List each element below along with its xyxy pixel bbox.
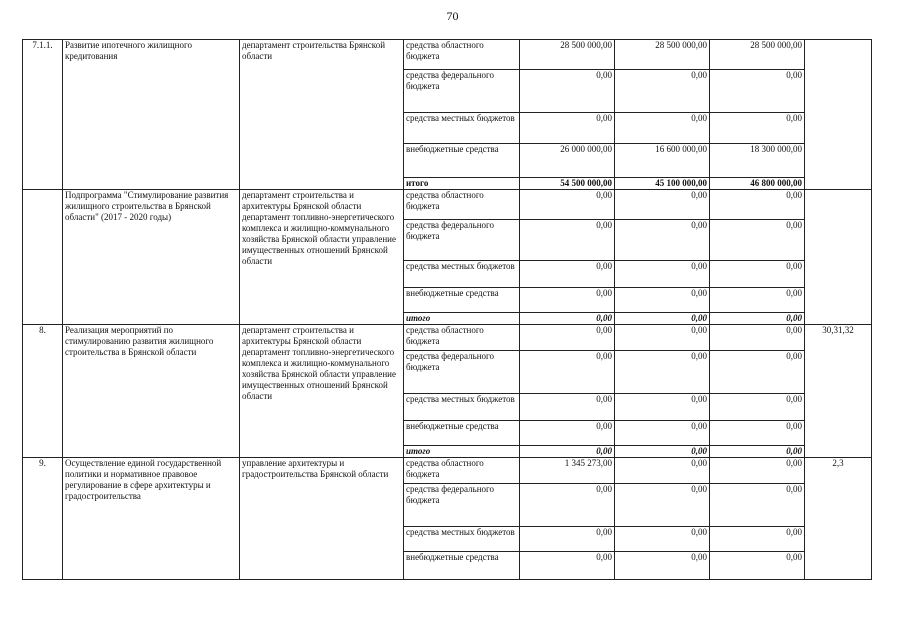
activity-name: Осуществление единой государственной политики и нормативное правовое регулирование в сфере архитектуры и градостроительства <box>63 458 240 580</box>
value-2017: 0,00 <box>520 261 615 288</box>
value-2018: 0,00 <box>615 421 710 446</box>
item-number: 7.1.1. <box>23 40 63 190</box>
value-2017: 1 345 273,00 <box>520 458 615 484</box>
value-2019: 0,00 <box>710 394 805 421</box>
value-2018: 45 100 000,00 <box>615 178 710 190</box>
funding-source: средства местных бюджетов <box>404 527 520 552</box>
executor: департамент строительства и архитектуры Брянской области департамент топливно-энергетического комплекса и жилищно-коммунального хозяйства Брянской области управление имущественных отношений Брянской области <box>240 325 404 458</box>
value-2017: 0,00 <box>520 190 615 220</box>
value-2019: 0,00 <box>710 421 805 446</box>
value-2017: 28 500 000,00 <box>520 40 615 70</box>
value-2019: 0,00 <box>710 552 805 580</box>
value-2017: 0,00 <box>520 394 615 421</box>
funding-source: внебюджетные средства <box>404 288 520 313</box>
value-2017: 0,00 <box>520 351 615 394</box>
value-2018: 0,00 <box>615 552 710 580</box>
value-2017: 0,00 <box>520 446 615 458</box>
value-2019: 0,00 <box>710 220 805 261</box>
value-2017: 54 500 000,00 <box>520 178 615 190</box>
item-number <box>23 190 63 325</box>
executor: департамент строительства и архитектуры Брянской области департамент топливно-энергетического комплекса и жилищно-коммунального хозяйства Брянской области управление имущественных отношений Брянской области <box>240 190 404 325</box>
executor: управление архитектуры и градостроительства Брянской области <box>240 458 404 580</box>
value-2017: 0,00 <box>520 325 615 351</box>
value-2018: 0,00 <box>615 288 710 313</box>
funding-source: средства федерального бюджета <box>404 70 520 113</box>
value-2019: 0,00 <box>710 288 805 313</box>
budget-table <box>22 39 872 580</box>
funding-source: средства федерального бюджета <box>404 484 520 527</box>
value-2018: 0,00 <box>615 527 710 552</box>
value-2019: 46 800 000,00 <box>710 178 805 190</box>
value-2017: 0,00 <box>520 113 615 144</box>
value-2019: 0,00 <box>710 261 805 288</box>
value-2017: 0,00 <box>520 313 615 325</box>
value-2018: 0,00 <box>615 351 710 394</box>
funding-source: средства областного бюджета <box>404 458 520 484</box>
value-2017: 0,00 <box>520 288 615 313</box>
activity-name: Развитие ипотечного жилищного кредитования <box>63 40 240 190</box>
indicator-refs <box>805 190 872 325</box>
value-2019: 0,00 <box>710 527 805 552</box>
value-2019: 18 300 000,00 <box>710 144 805 178</box>
indicator-refs <box>805 40 872 190</box>
value-2018: 0,00 <box>615 313 710 325</box>
value-2018: 0,00 <box>615 394 710 421</box>
value-2019: 0,00 <box>710 458 805 484</box>
funding-source: внебюджетные средства <box>404 552 520 580</box>
activity-name: Реализация мероприятий по стимулированию развития жилищного строительства в Брянской области <box>63 325 240 458</box>
value-2019: 0,00 <box>710 351 805 394</box>
value-2019: 0,00 <box>710 70 805 113</box>
funding-source: средства местных бюджетов <box>404 261 520 288</box>
value-2019: 0,00 <box>710 190 805 220</box>
funding-source: средства областного бюджета <box>404 190 520 220</box>
value-2018: 0,00 <box>615 325 710 351</box>
funding-source: средства областного бюджета <box>404 325 520 351</box>
value-2017: 0,00 <box>520 220 615 261</box>
funding-source: итого <box>404 178 520 190</box>
funding-source: средства федерального бюджета <box>404 351 520 394</box>
value-2019: 0,00 <box>710 313 805 325</box>
value-2017: 0,00 <box>520 527 615 552</box>
table-row <box>23 325 872 351</box>
value-2019: 28 500 000,00 <box>710 40 805 70</box>
value-2017: 0,00 <box>520 552 615 580</box>
value-2018: 0,00 <box>615 220 710 261</box>
value-2018: 0,00 <box>615 484 710 527</box>
value-2019: 0,00 <box>710 113 805 144</box>
value-2018: 0,00 <box>615 261 710 288</box>
activity-name: Подпрограмма "Стимулирование развития жилищного строительства в Брянской области" (2017 - 2020 годы) <box>63 190 240 325</box>
funding-source: средства местных бюджетов <box>404 394 520 421</box>
value-2019: 0,00 <box>710 446 805 458</box>
value-2019: 0,00 <box>710 325 805 351</box>
item-number: 9. <box>23 458 63 580</box>
executor: департамент строительства Брянской области <box>240 40 404 190</box>
value-2018: 0,00 <box>615 113 710 144</box>
value-2017: 0,00 <box>520 484 615 527</box>
indicator-refs: 2,3 <box>805 458 872 580</box>
funding-source: средства федерального бюджета <box>404 220 520 261</box>
value-2017: 0,00 <box>520 421 615 446</box>
funding-source: итого <box>404 313 520 325</box>
value-2019: 0,00 <box>710 484 805 527</box>
value-2018: 0,00 <box>615 446 710 458</box>
table-row <box>23 458 872 484</box>
table-row <box>23 40 872 70</box>
value-2017: 0,00 <box>520 70 615 113</box>
funding-source: средства областного бюджета <box>404 40 520 70</box>
funding-source: итого <box>404 446 520 458</box>
value-2017: 26 000 000,00 <box>520 144 615 178</box>
funding-source: внебюджетные средства <box>404 421 520 446</box>
value-2018: 0,00 <box>615 458 710 484</box>
value-2018: 0,00 <box>615 190 710 220</box>
table-row <box>23 190 872 220</box>
funding-source: внебюджетные средства <box>404 144 520 178</box>
indicator-refs: 30,31,32 <box>805 325 872 458</box>
item-number: 8. <box>23 325 63 458</box>
page-number: 70 <box>446 9 459 23</box>
funding-source: средства местных бюджетов <box>404 113 520 144</box>
value-2018: 28 500 000,00 <box>615 40 710 70</box>
value-2018: 0,00 <box>615 70 710 113</box>
value-2018: 16 600 000,00 <box>615 144 710 178</box>
